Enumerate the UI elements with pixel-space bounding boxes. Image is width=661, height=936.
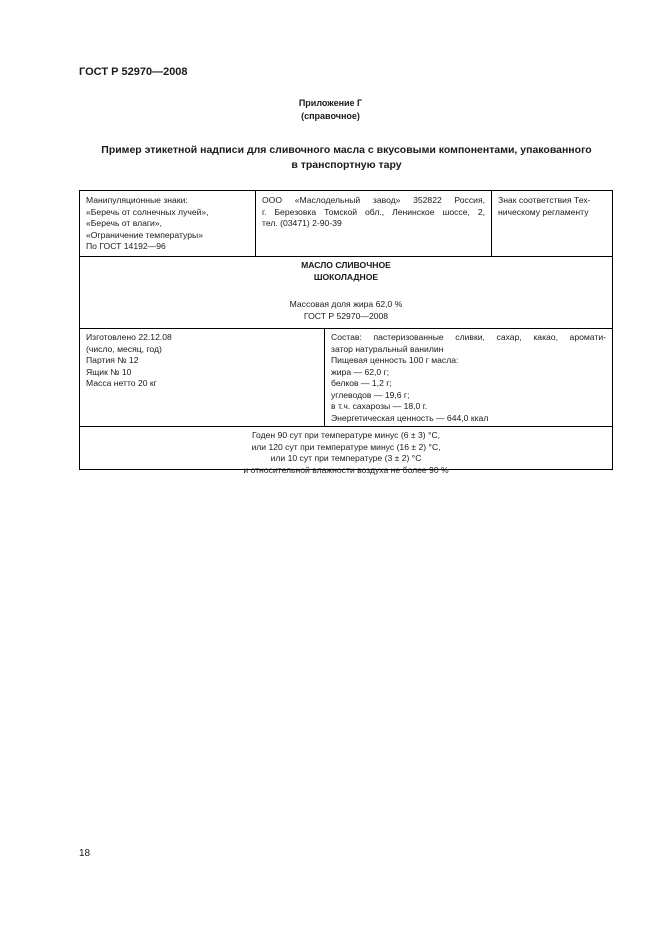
example-title: [79, 143, 614, 173]
appendix-subtitle: (справочное): [301, 111, 360, 121]
text-line: затор натуральный ванилин: [331, 343, 444, 354]
text-line: По ГОСТ 14192—96: [86, 241, 166, 251]
product-name: ШОКОЛАДНОЕ: [313, 271, 379, 282]
conformity-cell: [492, 191, 612, 256]
example-title-line: Пример этикетной надписи для сливочного масла с вкусовыми компонентами, упакованного: [101, 144, 592, 156]
text-line: Годен 90 сут при температуре минус (6 ± 3) °С,: [251, 430, 441, 440]
text-line: ническому регламенту: [498, 206, 589, 217]
text-line: (число, месяц, год): [86, 343, 162, 354]
label-row-product: [80, 256, 612, 329]
appendix-title: Приложение Г: [298, 98, 363, 108]
storage-cell: [80, 426, 612, 475]
text-line: и относительной влажности воздуха не более 90 %: [243, 464, 449, 475]
text-line: Состав: пастеризованные сливки, сахар, какао, аромати-: [331, 332, 606, 342]
composition-cell: [325, 328, 612, 426]
label-row-details: [80, 328, 612, 427]
text-line: «Беречь от влаги»,: [86, 218, 162, 228]
text-line: «Ограничение температуры»: [86, 229, 203, 240]
text-line: Манипуляционные знаки:: [86, 195, 188, 205]
text-line: или 10 сут при температуре (3 ± 2) °С: [270, 453, 422, 463]
text-line: Пищевая ценность 100 г масла:: [331, 355, 459, 365]
text-line: углеводов — 19,6 г;: [331, 389, 410, 400]
fat-content: Массовая доля жира 62,0 %: [289, 299, 403, 309]
label-row-header: [80, 191, 612, 257]
manufacturer-cell: [256, 191, 492, 256]
product-standard: ГОСТ Р 52970—2008: [303, 310, 389, 321]
page-number: 18: [79, 848, 91, 859]
production-cell: [80, 328, 325, 426]
example-title-line: в транспортную тару: [291, 159, 402, 171]
text-line: тел. (03471) 2-90-39: [262, 218, 342, 228]
text-line: «Беречь от солнечных лучей»,: [86, 206, 209, 217]
label-row-storage: [80, 426, 612, 475]
label-table: [79, 190, 613, 475]
text-line: Партия № 12: [86, 355, 139, 365]
text-line: белков — 1,2 г;: [331, 378, 392, 388]
text-line: г. Березовка Томской обл., Ленинское шоссе, 2,: [262, 206, 485, 217]
text-line: или 120 сут при температуре минус (16 ± 2) °С,: [251, 441, 441, 452]
text-line: ООО «Маслодельный завод» 352822 Россия,: [262, 195, 485, 205]
text-line: Масса нетто 20 кг: [86, 378, 157, 388]
product-name: МАСЛО СЛИВОЧНОЕ: [301, 260, 391, 270]
text-line: в т.ч. сахарозы — 18,0 г.: [331, 401, 428, 411]
text-line: Знак соответствия Тех-: [498, 195, 591, 205]
text-line: Энергетическая ценность — 644,0 ккал: [331, 412, 489, 423]
product-cell: [80, 256, 612, 328]
document-id: ГОСТ Р 52970—2008: [79, 66, 188, 78]
text-line: Изготовлено 22.12.08: [86, 332, 172, 342]
text-line: жира — 62,0 г;: [331, 366, 390, 377]
text-line: Ящик № 10: [86, 366, 132, 377]
handling-signs-cell: [80, 191, 256, 256]
